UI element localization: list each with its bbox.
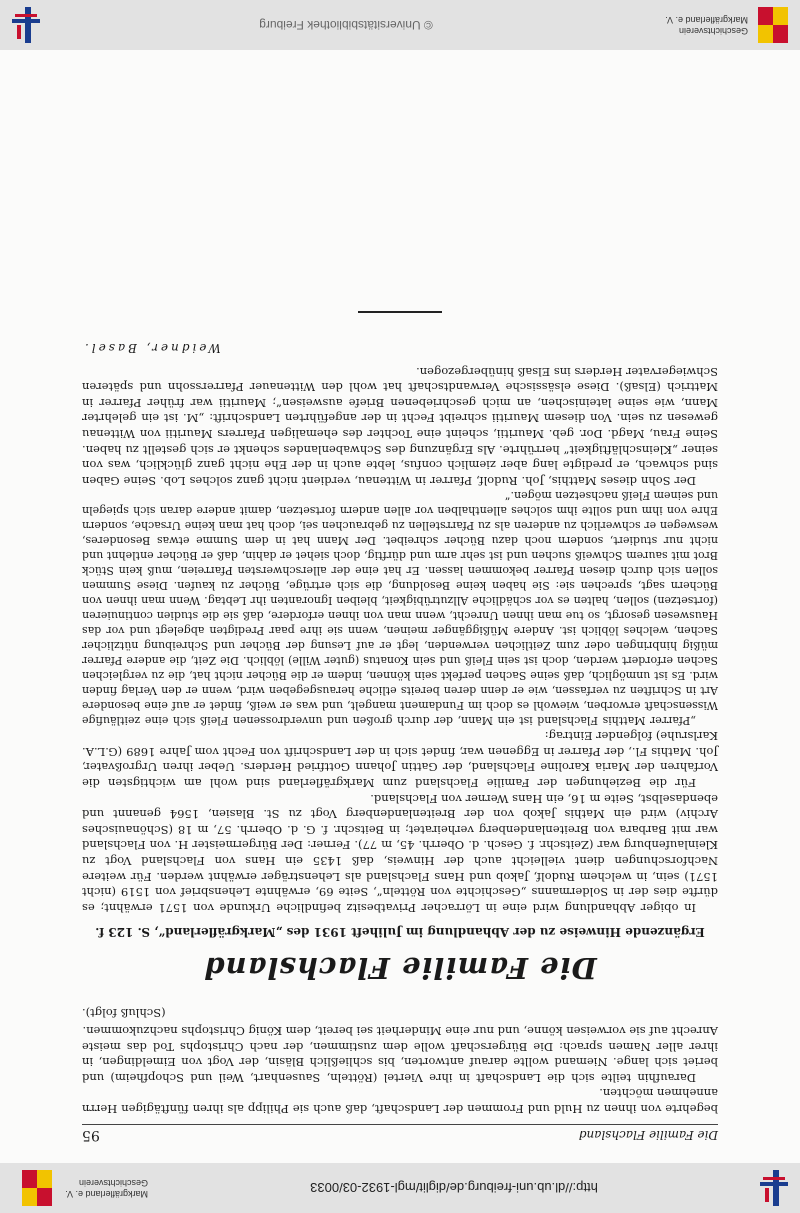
paragraph: Daraufhin teilte sich die Landschaft in ihre Viertel (Rötteln, Sausenhart, Weil und Schopfheim) und beriet sich lange. Niemand wollte darauf antworten, bis schließlich Bläsin, der Vogt von Eimeldingen, in ihrer aller Namen sprach: Die Bürgerschaft wolle dem zustimmen, der nach Christophs Tod das meiste Anrecht auf sie vorweisen könne, und nur eine Minderheit sei bereit, dem König Christophs nachzukommen. [82,1024,718,1085]
paragraph: Der Sohn dieses Matthis, Joh. Rudolf, Pfarrer in Wittenau, verdient nicht ganz solches Lob. Seine Gaben sind schwach, er predigte lang aber ziemlich confus, lebte auch in der Ehe nicht ganz glücklich, was von seiner „Kleinschläftigkeit“ herrührte. Als Ergänzung des Schwabenlandes schenkt er sich gestellt zu haben. Seine Frau, Magd. Dor. geb. Mauritii, scheint eine Tochter des ehemaligen Pfarrers Mauritii von Wittenau gewesen zu sein. Von diesem Mauritii schreibt Fecht in der angeführten Landschrift: „M. ist ein gelehrter Mann, wie seine lateinischen, an mich geschriebenen Briefe ausweisen“; Mauritii war früher Pfarrer in Mattrich (Elsaß). Diese elsässische Verwandtschaft hat wohl den Wittenauer Pfarrerssohn und späteren Schwiegervater Herders ins Elsaß hinübergezogen. [82,364,718,488]
viewer-bottom-bar [0,0,800,50]
end-rule [358,311,442,313]
university-library-logo-icon [760,1170,788,1206]
paragraph: In obiger Abhandlung wird eine in Lörracher Privatbesitz befindliche Urkunde von 1571 erwähnt; es dürfte dies der in Soldermanns „Geschichte von Rötteln“, Seite 69, erwähnte Lehensbrief von 1519 (nicht 1571) sein, in welchem Rudolf, Jakob und Hans Flachsland als Lehensträger erwähnt werden. Für weitere Nachforschungen dient vielleicht auch der Hinweis, daß 1435 ein Hans von Flachsland Vogt zu Kleinlaufenburg war (Zeitschr. f. Gesch. d. Oberrh. 45, m 77). Ferner: Der Bürgermeister H. von Flachsland war mit Barbara von Breitenlandenberg verheiratet; in Beitschr. f. G. d. Oberrh. 57, m 18 (Schönauisches Archiv) wird ein Mathis Jakob von der Breitenlandenberg Vogt zu St. Blasien, 1564 genannt und ebendaselbst, Seite m 16, ein Hans Werner von Flachsland. [82,791,718,915]
running-head-title: Die Familie Flachsland [578,1128,718,1142]
paragraph: Für die Beziehungen der Familie Flachsland zum Markgräflerland sind wohl am wichtigsten die Vorfahren der Maria Karoline Flachsland, der Gattin Johann Gottfried Herders. Ueber ihren Urgroßvater, Joh. Mathis Fl., der Pfarrer in Eggenen war, findet sich in der Landschrift von Fecht vom Jahre 1689 (G.L.A. Karlsruhe) folgender Eintrag: [82,729,718,791]
quotation [82,488,718,728]
society-crest-icon [758,7,788,43]
running-head [82,1124,718,1143]
society-name: Markgräflerland e. V. Geschichtsverein [65,1178,148,1199]
document-url[interactable]: http://dl.ub.uni-freiburg.de/diglit/mgl-1932-03/0033 [310,1180,598,1196]
continuation-note: (Schluß folgt). [82,1006,166,1021]
article-subtitle: Ergänzende Hinweise zu der Abhandlung im Juliheft 1931 des „Markgräflerland“, S. 123 f. [95,924,705,939]
viewer-top-bar [0,1163,800,1213]
previous-article-tail [82,1005,718,1116]
society-crest-icon [22,1170,52,1206]
author-signature: Weidner, Basel. [82,340,221,355]
paragraph: „Pfarrer Matthis Flachsland ist ein Mann, der durch großen und unverdrossenen Fleiß sich eine zeitläufige Wissenschaft erworben, wiewohl es doch im Fundament mangelt, und was er weiß, findet er auf eine besondere Art in Schriften zu verfassen, wie er denn deren bereits etliche herausgegeben wird, wenn er den Verlag finden wird. Es ist unmöglich, daß seine Sachen perfekt sein können, indem er die Bücher nicht hat, die zu vergleichen Sachen erfordert werden, doch ist sein Fleiß und sein Konatus (guter Wille) löblich. Die Zeit, die andere Pfarrer müßig hinbringen oder zum Zeitlichen verwenden, legt er auf Lesung der Bücher und Schreibung nützlicher Sachen, welches löblich ist. Andere Müßiggänger meinen, wenn sie ihre paar Predigten abgelegt und vor das Hauswesen gesorgt, so tue man ihnen Unrecht, wenn man von ihnen erfordere, daß sie die studien continuieren (fortsetzen) sollen, halten es vor schädliche Allzutrübigkeit, bleiben Ignoranten ihr Lebtag. Wenn man ihnen von Büchern sagt, sprechen sie: Sie haben keine Besoldung, die sich ertrüge, Bücher zu kaufen. Diese Summen sollen sich durch diesen Pfarrer bekommen lassen. Er hat eine der allerschwersten Pfarreien, muß kein Stück Brot mit saurem Schweiß suchen und ist sehr arm und dürftig, doch siehet er dahin, daß er Bücher entlehnt und nicht nur studiert, sondern noch dazu Bücher schreibet. Der Mann hat in dem Summe etwas Besonderes, weswegen er schwerlich zu anderen als zu Pfarrstellen zu gebrauchen sei, doch hat man keine Ursache, sondern Ehre von ihm und sollte ihm solches allenthalben vor allen andern fortsetzen, damit andere daran sich spiegeln und seinem Fleiß nachsetzen mögen.“ [82,488,718,727]
university-library-logo-icon [12,7,40,43]
page-number: 95 [82,1127,100,1143]
scanned-page [82,311,718,1143]
society-name: Geschichtsverein Markgräflerland e. V. [665,15,748,36]
article-title: Die Familie Flachsland [203,950,597,985]
copyright-notice: © Universitätsbibliothek Freiburg [259,18,433,32]
paragraph: begehrte von ihnen zu Huld und Frommen der Landschaft, daß auch sie Philipp als ihren fünftägigen Herrn annehmen möchten. [82,1086,718,1116]
